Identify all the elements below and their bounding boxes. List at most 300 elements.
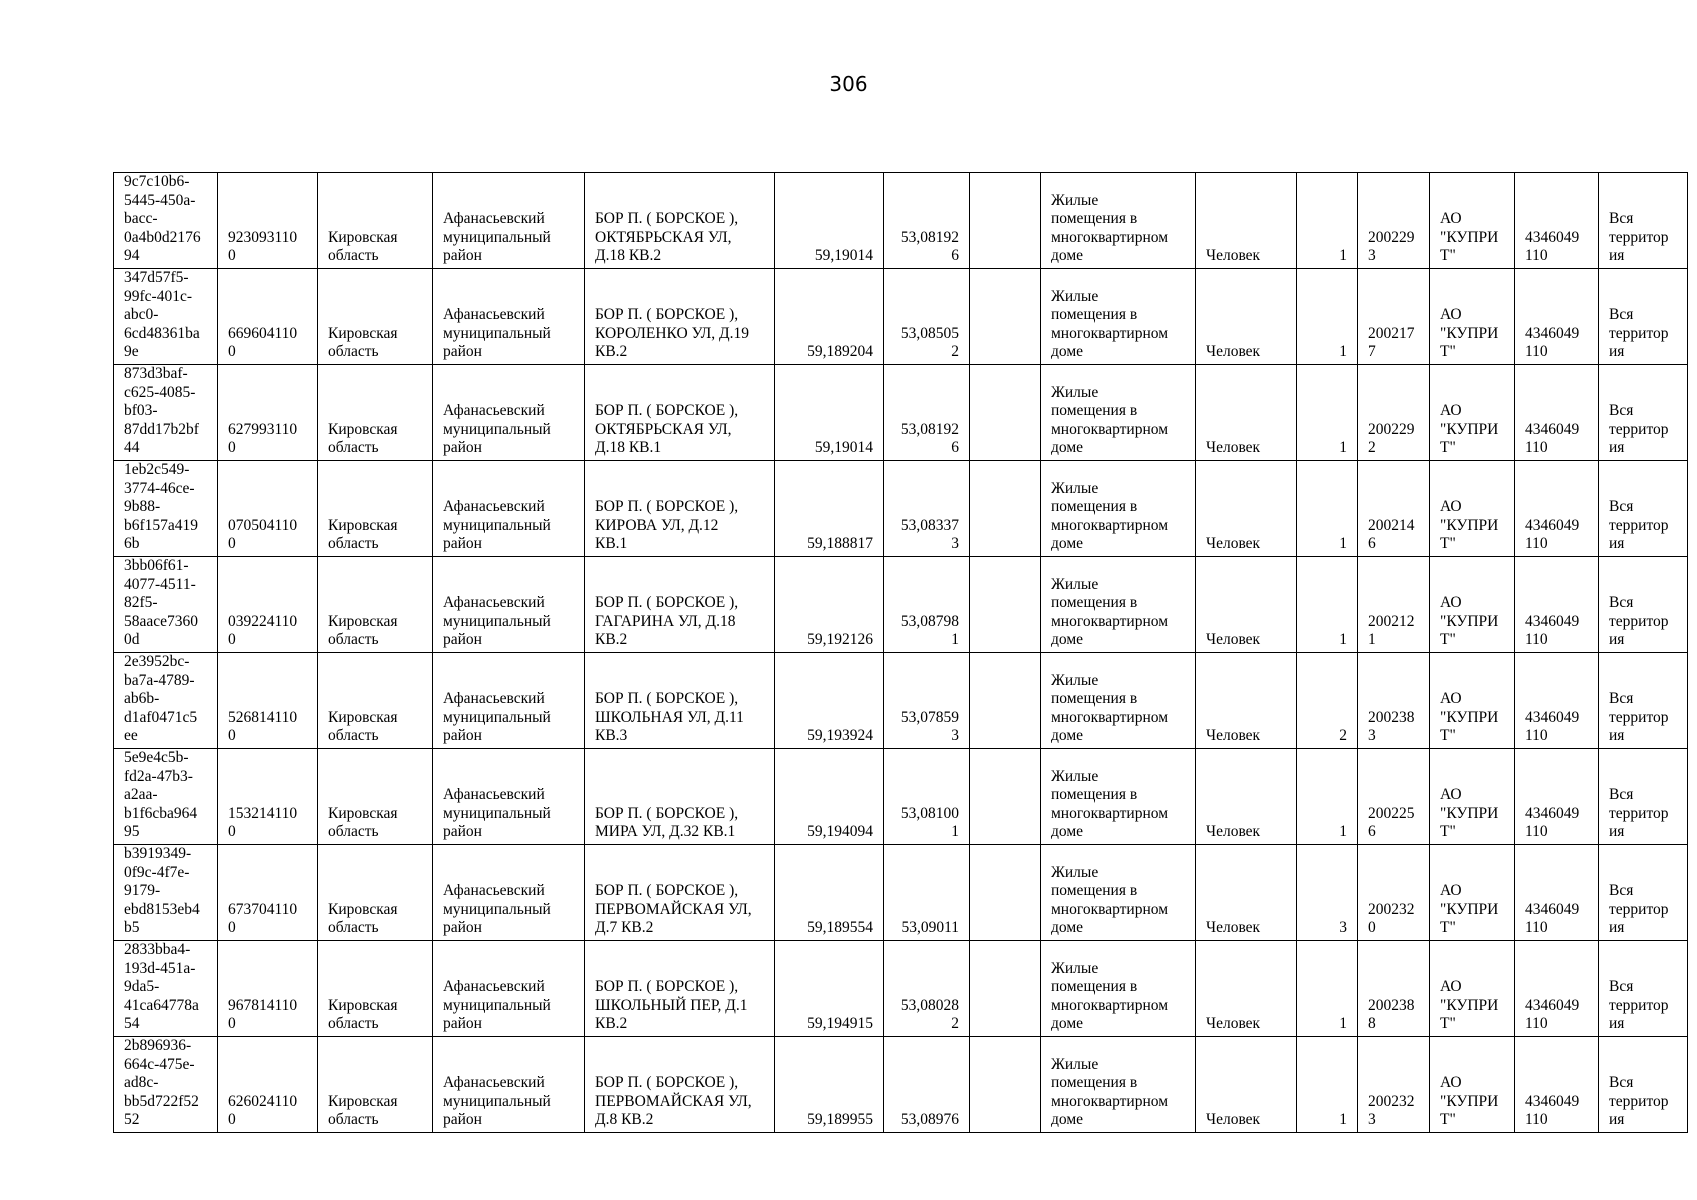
address-cell [585, 173, 775, 269]
region-cell [318, 749, 433, 845]
address-line: БОР П. ( БОРСКОЕ ), [595, 594, 739, 612]
region-cell [318, 269, 433, 365]
address-line: БОР П. ( БОРСКОЕ ), [595, 210, 739, 228]
organization-line: Т" [1440, 1015, 1456, 1033]
inn-line: 4346049 [1525, 996, 1580, 1014]
longitude-line: 2 [951, 1015, 959, 1033]
address-line: МИРА УЛ, Д.32 КВ.1 [595, 823, 736, 841]
code2-line: 200217 [1368, 324, 1415, 342]
page-number: 306 [829, 72, 868, 96]
organization-line: "КУПРИ [1440, 516, 1499, 534]
inn-line: 110 [1525, 727, 1548, 745]
organization-line: Т" [1440, 343, 1456, 361]
code2-line: 200232 [1368, 900, 1415, 918]
address-line: Д.18 КВ.2 [595, 247, 662, 265]
territory-line: Вся [1609, 306, 1634, 324]
address-line: Д.18 КВ.1 [595, 439, 662, 457]
territory-line: территор [1609, 324, 1669, 342]
inn-cell [1515, 941, 1599, 1037]
territory-cell [1599, 845, 1688, 941]
district-line: муниципальный [443, 804, 551, 822]
district-line: Афанасьевский [443, 306, 545, 324]
code2-cell [1358, 365, 1430, 461]
category-line: Жилые [1051, 767, 1099, 785]
organization-cell [1430, 749, 1515, 845]
territory-line: ия [1609, 247, 1625, 265]
row-id-line: a2aa- [124, 786, 158, 804]
organization-line: АО [1440, 306, 1462, 324]
category-cell [1041, 845, 1196, 941]
address-line: ПЕРВОМАЙСКАЯ УЛ, [595, 1092, 752, 1110]
category-line: Жилые [1051, 1055, 1099, 1073]
count-cell [1297, 1037, 1358, 1133]
organization-line: Т" [1440, 727, 1456, 745]
inn-cell [1515, 365, 1599, 461]
category-line: помещения в [1051, 306, 1138, 324]
code2-cell [1358, 557, 1430, 653]
latitude-cell [775, 365, 884, 461]
code-cell [218, 461, 318, 557]
count-cell [1297, 941, 1358, 1037]
territory-cell [1599, 941, 1688, 1037]
code2-line: 8 [1368, 1015, 1376, 1033]
category-cell [1041, 941, 1196, 1037]
code-line: 0 [228, 1015, 236, 1033]
organization-line: АО [1440, 498, 1462, 516]
code-line: 0 [228, 343, 236, 361]
unit-cell [1196, 365, 1297, 461]
inn-line: 110 [1525, 1015, 1548, 1033]
region-cell [318, 845, 433, 941]
territory-line: Вся [1609, 498, 1634, 516]
territory-line: Вся [1609, 402, 1634, 420]
district-line: муниципальный [443, 612, 551, 630]
territory-cell [1599, 749, 1688, 845]
latitude-cell [775, 269, 884, 365]
organization-line: "КУПРИ [1440, 228, 1499, 246]
code2-line: 2 [1368, 439, 1376, 457]
unit-value: Человек [1206, 247, 1261, 265]
district-line: Афанасьевский [443, 786, 545, 804]
latitude-value: 59,189204 [807, 343, 873, 361]
row-id-line: d1af0471c5 [124, 708, 198, 726]
longitude-line: 53,08100 [900, 804, 959, 822]
code2-cell [1358, 845, 1430, 941]
address-line: Д.7 КВ.2 [595, 919, 654, 937]
count-cell [1297, 173, 1358, 269]
inn-line: 4346049 [1525, 804, 1580, 822]
count-value: 1 [1339, 535, 1347, 553]
table-row [114, 173, 1688, 269]
longitude-line: 6 [951, 439, 959, 457]
organization-cell [1430, 653, 1515, 749]
empty-cell [970, 461, 1041, 557]
row-id-line: 54 [124, 1015, 140, 1033]
empty-cell [970, 173, 1041, 269]
address-line: КИРОВА УЛ, Д.12 [595, 516, 719, 534]
count-cell [1297, 365, 1358, 461]
territory-line: ия [1609, 535, 1625, 553]
code2-line: 200229 [1368, 420, 1415, 438]
longitude-line: 53,08192 [900, 420, 959, 438]
table-row [114, 941, 1688, 1037]
district-line: Афанасьевский [443, 210, 545, 228]
unit-value: Человек [1206, 727, 1261, 745]
category-line: доме [1051, 823, 1084, 841]
region-cell [318, 1037, 433, 1133]
unit-value: Человек [1206, 1015, 1261, 1033]
longitude-line: 53,08337 [900, 516, 959, 534]
inn-line: 110 [1525, 535, 1548, 553]
inn-line: 4346049 [1525, 516, 1580, 534]
table-row [114, 365, 1688, 461]
district-line: район [443, 439, 482, 457]
territory-line: территор [1609, 1092, 1669, 1110]
region-line: область [328, 919, 379, 937]
row-id-line: 4077-4511- [124, 575, 196, 593]
code-cell [218, 557, 318, 653]
code-cell [218, 269, 318, 365]
category-line: доме [1051, 439, 1084, 457]
territory-line: Вся [1609, 1074, 1634, 1092]
category-line: помещения в [1051, 978, 1138, 996]
unit-cell [1196, 749, 1297, 845]
organization-cell [1430, 941, 1515, 1037]
organization-line: АО [1440, 210, 1462, 228]
code-line: 070504110 [228, 516, 298, 534]
row-id-cell [114, 653, 218, 749]
category-line: помещения в [1051, 498, 1138, 516]
region-cell [318, 653, 433, 749]
inn-line: 110 [1525, 439, 1548, 457]
district-line: Афанасьевский [443, 594, 545, 612]
category-line: многоквартирном [1051, 1092, 1169, 1110]
row-id-line: 2e3952bc- [124, 653, 190, 671]
organization-line: Т" [1440, 823, 1456, 841]
code2-cell [1358, 1037, 1430, 1133]
code2-line: 200238 [1368, 708, 1415, 726]
organization-line: "КУПРИ [1440, 900, 1499, 918]
code2-line: 3 [1368, 727, 1376, 745]
address-cell [585, 941, 775, 1037]
longitude-cell [884, 461, 970, 557]
code-line: 0 [228, 823, 236, 841]
latitude-cell [775, 941, 884, 1037]
empty-cell [970, 845, 1041, 941]
category-cell [1041, 173, 1196, 269]
category-line: доме [1051, 1111, 1084, 1129]
inn-line: 110 [1525, 343, 1548, 361]
code-line: 039224110 [228, 612, 298, 630]
empty-cell [970, 749, 1041, 845]
organization-cell [1430, 461, 1515, 557]
latitude-cell [775, 845, 884, 941]
address-line: КОРОЛЕНКО УЛ, Д.19 [595, 324, 750, 342]
code2-cell [1358, 173, 1430, 269]
district-line: Афанасьевский [443, 1074, 545, 1092]
table-row [114, 557, 1688, 653]
latitude-cell [775, 749, 884, 845]
row-id-cell [114, 269, 218, 365]
category-line: Жилые [1051, 479, 1099, 497]
row-id-line: 95 [124, 823, 140, 841]
registry-table [113, 172, 1688, 1133]
inn-line: 4346049 [1525, 228, 1580, 246]
unit-value: Человек [1206, 343, 1261, 361]
district-cell [433, 845, 585, 941]
row-id-line: 9179- [124, 882, 161, 900]
address-line: БОР П. ( БОРСКОЕ ), [595, 882, 739, 900]
longitude-line: 1 [951, 631, 959, 649]
region-cell [318, 941, 433, 1037]
category-line: Жилые [1051, 287, 1099, 305]
organization-line: "КУПРИ [1440, 708, 1499, 726]
district-line: район [443, 631, 482, 649]
territory-line: ия [1609, 439, 1625, 457]
address-cell [585, 461, 775, 557]
district-line: Афанасьевский [443, 498, 545, 516]
category-line: помещения в [1051, 786, 1138, 804]
count-value: 2 [1339, 727, 1347, 745]
code2-line: 6 [1368, 535, 1376, 553]
region-line: Кировская [328, 516, 398, 534]
empty-cell [970, 941, 1041, 1037]
region-line: Кировская [328, 996, 398, 1014]
territory-line: ия [1609, 631, 1625, 649]
row-id-cell [114, 461, 218, 557]
inn-cell [1515, 845, 1599, 941]
code-line: 0 [228, 727, 236, 745]
region-cell [318, 173, 433, 269]
unit-cell [1196, 557, 1297, 653]
unit-value: Человек [1206, 1111, 1261, 1129]
count-cell [1297, 461, 1358, 557]
district-line: муниципальный [443, 708, 551, 726]
unit-value: Человек [1206, 535, 1261, 553]
organization-line: АО [1440, 978, 1462, 996]
code2-cell [1358, 941, 1430, 1037]
category-line: помещения в [1051, 594, 1138, 612]
code-line: 626024110 [228, 1092, 298, 1110]
code2-line: 0 [1368, 919, 1376, 937]
code-cell [218, 749, 318, 845]
category-line: доме [1051, 535, 1084, 553]
category-line: многоквартирном [1051, 228, 1169, 246]
code-cell [218, 173, 318, 269]
territory-line: ия [1609, 919, 1625, 937]
category-line: помещения в [1051, 210, 1138, 228]
latitude-value: 59,19014 [814, 439, 873, 457]
address-line: Д.8 КВ.2 [595, 1111, 654, 1129]
address-line: БОР П. ( БОРСКОЕ ), [595, 1074, 739, 1092]
longitude-line: 3 [951, 727, 959, 745]
inn-line: 110 [1525, 823, 1548, 841]
row-id-line: 9c7c10b6- [124, 173, 190, 191]
organization-cell [1430, 845, 1515, 941]
district-line: Афанасьевский [443, 402, 545, 420]
region-line: Кировская [328, 1092, 398, 1110]
region-line: Кировская [328, 324, 398, 342]
row-id-line: ba7a-4789- [124, 671, 195, 689]
region-line: Кировская [328, 804, 398, 822]
row-id-line: b5 [124, 919, 140, 937]
inn-cell [1515, 269, 1599, 365]
district-line: муниципальный [443, 516, 551, 534]
district-line: район [443, 535, 482, 553]
address-line: КВ.1 [595, 535, 628, 553]
count-value: 1 [1339, 1015, 1347, 1033]
latitude-value: 59,189955 [807, 1111, 873, 1129]
row-id-line: 5e9e4c5b- [124, 749, 189, 767]
category-line: доме [1051, 631, 1084, 649]
row-id-line: 2b896936- [124, 1037, 192, 1055]
inn-cell [1515, 557, 1599, 653]
longitude-line: 6 [951, 247, 959, 265]
row-id-line: 9e [124, 343, 139, 361]
address-line: КВ.2 [595, 631, 628, 649]
code2-line: 6 [1368, 823, 1376, 841]
address-line: БОР П. ( БОРСКОЕ ), [595, 804, 739, 822]
row-id-line: 0a4b0d2176 [124, 228, 201, 246]
district-cell [433, 653, 585, 749]
category-cell [1041, 749, 1196, 845]
count-cell [1297, 557, 1358, 653]
territory-cell [1599, 173, 1688, 269]
region-line: область [328, 631, 379, 649]
category-line: многоквартирном [1051, 900, 1169, 918]
code-cell [218, 653, 318, 749]
inn-cell [1515, 1037, 1599, 1133]
category-cell [1041, 1037, 1196, 1133]
address-line: ОКТЯБРЬСКАЯ УЛ, [595, 228, 732, 246]
row-id-cell [114, 749, 218, 845]
row-id-line: 2833bba4- [124, 941, 191, 959]
organization-line: АО [1440, 882, 1462, 900]
empty-cell [970, 365, 1041, 461]
territory-line: Вся [1609, 786, 1634, 804]
count-value: 1 [1339, 1111, 1347, 1129]
code-line: 0 [228, 439, 236, 457]
address-line: ШКОЛЬНАЯ УЛ, Д.11 [595, 708, 744, 726]
territory-line: территор [1609, 420, 1669, 438]
territory-line: территор [1609, 228, 1669, 246]
row-id-line: 873d3baf- [124, 365, 188, 383]
longitude-line: 53,07859 [900, 708, 959, 726]
code-line: 0 [228, 919, 236, 937]
row-id-line: 94 [124, 247, 140, 265]
row-id-line: 6b [124, 535, 140, 553]
district-line: муниципальный [443, 900, 551, 918]
region-line: область [328, 535, 379, 553]
empty-cell [970, 557, 1041, 653]
region-line: область [328, 1111, 379, 1129]
row-id-line: 87dd17b2bf [124, 420, 199, 438]
row-id-line: 664c-475e- [124, 1055, 195, 1073]
address-cell [585, 749, 775, 845]
longitude-line: 53,08192 [900, 228, 959, 246]
code-cell [218, 845, 318, 941]
row-id-line: b6f157a419 [124, 516, 199, 534]
count-cell [1297, 845, 1358, 941]
address-line: КВ.2 [595, 1015, 628, 1033]
longitude-line: 53,09011 [901, 919, 959, 937]
latitude-cell [775, 461, 884, 557]
category-line: многоквартирном [1051, 804, 1169, 822]
inn-line: 4346049 [1525, 324, 1580, 342]
organization-line: Т" [1440, 919, 1456, 937]
region-line: Кировская [328, 900, 398, 918]
row-id-line: ee [124, 727, 138, 745]
row-id-line: 99fc-401c- [124, 287, 192, 305]
territory-line: Вся [1609, 210, 1634, 228]
unit-value: Человек [1206, 439, 1261, 457]
territory-line: территор [1609, 996, 1669, 1014]
row-id-line: 41ca64778a [124, 996, 199, 1014]
category-line: Жилые [1051, 383, 1099, 401]
table-row [114, 845, 1688, 941]
inn-line: 4346049 [1525, 612, 1580, 630]
category-line: Жилые [1051, 191, 1099, 209]
region-line: область [328, 343, 379, 361]
unit-cell [1196, 461, 1297, 557]
code-cell [218, 365, 318, 461]
category-line: многоквартирном [1051, 324, 1169, 342]
territory-line: ия [1609, 727, 1625, 745]
row-id-line: 3774-46ce- [124, 479, 195, 497]
row-id-line: 9b88- [124, 498, 161, 516]
region-line: область [328, 247, 379, 265]
row-id-line: 1eb2c549- [124, 461, 190, 479]
code-line: 526814110 [228, 708, 298, 726]
row-id-line: 58aace7360 [124, 612, 199, 630]
address-line: КВ.2 [595, 343, 628, 361]
row-id-line: fd2a-47b3- [124, 767, 193, 785]
code2-line: 200225 [1368, 804, 1415, 822]
code-line: 669604110 [228, 324, 298, 342]
code-line: 967814110 [228, 996, 298, 1014]
code2-cell [1358, 653, 1430, 749]
row-id-line: 9da5- [124, 978, 160, 996]
unit-value: Человек [1206, 823, 1261, 841]
code-line: 0 [228, 247, 236, 265]
category-line: помещения в [1051, 882, 1138, 900]
district-cell [433, 269, 585, 365]
address-line: БОР П. ( БОРСКОЕ ), [595, 978, 739, 996]
latitude-cell [775, 1037, 884, 1133]
territory-cell [1599, 269, 1688, 365]
latitude-value: 59,193924 [807, 727, 873, 745]
code2-line: 1 [1368, 631, 1376, 649]
inn-cell [1515, 653, 1599, 749]
code2-line: 7 [1368, 343, 1376, 361]
organization-line: АО [1440, 402, 1462, 420]
territory-cell [1599, 653, 1688, 749]
longitude-cell [884, 365, 970, 461]
category-line: многоквартирном [1051, 612, 1169, 630]
district-line: район [443, 343, 482, 361]
address-line: ГАГАРИНА УЛ, Д.18 [595, 612, 736, 630]
territory-line: территор [1609, 900, 1669, 918]
organization-cell [1430, 173, 1515, 269]
code2-cell [1358, 461, 1430, 557]
empty-cell [970, 653, 1041, 749]
row-id-line: ab6b- [124, 690, 160, 708]
row-id-cell [114, 845, 218, 941]
table-body [114, 173, 1688, 1133]
code2-line: 200214 [1368, 516, 1415, 534]
latitude-value: 59,194915 [807, 1015, 873, 1033]
row-id-cell [114, 1037, 218, 1133]
